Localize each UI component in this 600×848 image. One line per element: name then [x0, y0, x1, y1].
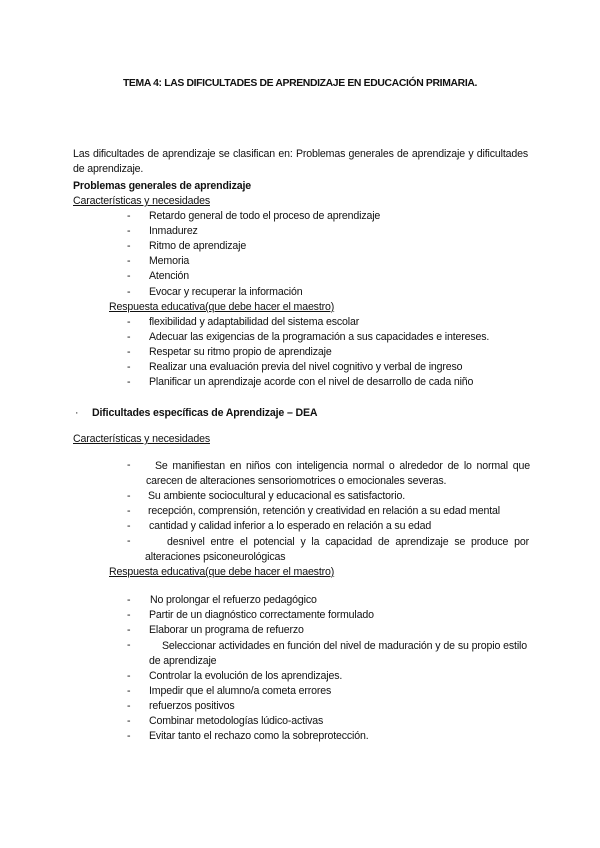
- list-item-text: Respetar su ritmo propio de aprendizaje: [149, 346, 332, 358]
- page-title: TEMA 4: LAS DIFICULTADES DE APRENDIZAJE EN EDUCACIÓN PRIMARIA.: [122, 78, 478, 89]
- list-item-text: Impedir que el alumno/a cometa errores: [149, 685, 332, 697]
- list-item-text: Planificar un aprendizaje acorde con el nivel de desarrollo de cada niño: [149, 376, 474, 388]
- dea-response-heading: Respuesta educativa(que debe hacer el maestro): [109, 566, 335, 578]
- list-item-text: No prolongar el refuerzo pedagógico: [150, 594, 317, 606]
- dash-marker: -: [127, 240, 131, 252]
- list-item-text: Evocar y recuperar la información: [149, 286, 303, 298]
- general-heading: Problemas generales de aprendizaje: [73, 180, 252, 192]
- list-item-text: flexibilidad y adaptabilidad del sistema escolar: [149, 316, 360, 328]
- list-item-text: Adecuar las exigencias de la programación a sus capacidades e intereses.: [149, 331, 490, 343]
- list-item-text: desnivel entre el potencial y la capacidad de aprendizaje se produce por alteraciones psiconeurológicas: [145, 536, 529, 563]
- list-item-text: Memoria: [149, 255, 190, 267]
- dash-marker: -: [127, 459, 131, 471]
- list-item-text: Partir de un diagnóstico correctamente formulado: [149, 609, 374, 621]
- dash-marker: -: [127, 270, 131, 282]
- list-item-text: recepción, comprensión, retención y creatividad en relación a su edad mental: [148, 505, 500, 517]
- list-item-text: Seleccionar actividades en función del nivel de maduración y de su propio estilo de aprendizaje: [149, 640, 527, 667]
- dash-marker: -: [127, 670, 131, 682]
- list-item-text: Retardo general de todo el proceso de aprendizaje: [149, 210, 381, 222]
- list-item-text: Elaborar un programa de refuerzo: [149, 624, 304, 636]
- dash-marker: -: [127, 210, 131, 222]
- list-item-text: Evitar tanto el rechazo como la sobreprotección.: [149, 730, 369, 742]
- dash-marker: -: [127, 594, 131, 606]
- dash-marker: -: [127, 685, 131, 697]
- general-characteristics-heading: Características y necesidades: [73, 195, 210, 207]
- list-item-text: Inmadurez: [149, 225, 198, 237]
- dash-marker: -: [127, 316, 131, 328]
- dash-marker: -: [127, 609, 131, 621]
- dash-marker: -: [127, 361, 131, 373]
- bullet-marker: ·: [75, 407, 79, 419]
- dash-marker: -: [127, 520, 131, 532]
- dash-marker: -: [127, 346, 131, 358]
- list-item-text: Se manifiestan en niños con inteligencia normal o alrededor de lo normal que carecen de alteraciones sensoriomotrices o emocionales severas.: [146, 460, 530, 487]
- dash-marker: -: [127, 535, 131, 547]
- intro-paragraph: Las dificultades de aprendizaje se clasifican en: Problemas generales de aprendizaje y dificultades de aprendizaje.: [73, 148, 528, 175]
- dea-heading: Dificultades específicas de Aprendizaje – DEA: [92, 407, 318, 419]
- list-item-text: Combinar metodologías lúdico-activas: [149, 715, 324, 727]
- dash-marker: -: [127, 505, 131, 517]
- dash-marker: -: [127, 490, 131, 502]
- dash-marker: -: [127, 730, 131, 742]
- list-item-text: Su ambiente sociocultural y educacional es satisfactorio.: [148, 490, 406, 502]
- dash-marker: -: [127, 376, 131, 388]
- dash-marker: -: [127, 225, 131, 237]
- dash-marker: -: [127, 286, 131, 298]
- list-item-text: Atención: [149, 270, 190, 282]
- dash-marker: -: [127, 700, 131, 712]
- dash-marker: -: [127, 624, 131, 636]
- dea-characteristics-heading: Características y necesidades: [73, 433, 210, 445]
- dash-marker: -: [127, 715, 131, 727]
- dash-marker: -: [127, 331, 131, 343]
- list-item-text: cantidad y calidad inferior a lo esperado en relación a su edad: [149, 520, 432, 532]
- list-item-text: refuerzos positivos: [149, 700, 235, 712]
- general-response-heading: Respuesta educativa(que debe hacer el maestro): [109, 301, 335, 313]
- list-item-text: Ritmo de aprendizaje: [149, 240, 247, 252]
- list-item-text: Controlar la evolución de los aprendizajes.: [149, 670, 343, 682]
- list-item-text: Realizar una evaluación previa del nivel cognitivo y verbal de ingreso: [149, 361, 463, 373]
- dash-marker: -: [127, 639, 131, 651]
- dash-marker: -: [127, 255, 131, 267]
